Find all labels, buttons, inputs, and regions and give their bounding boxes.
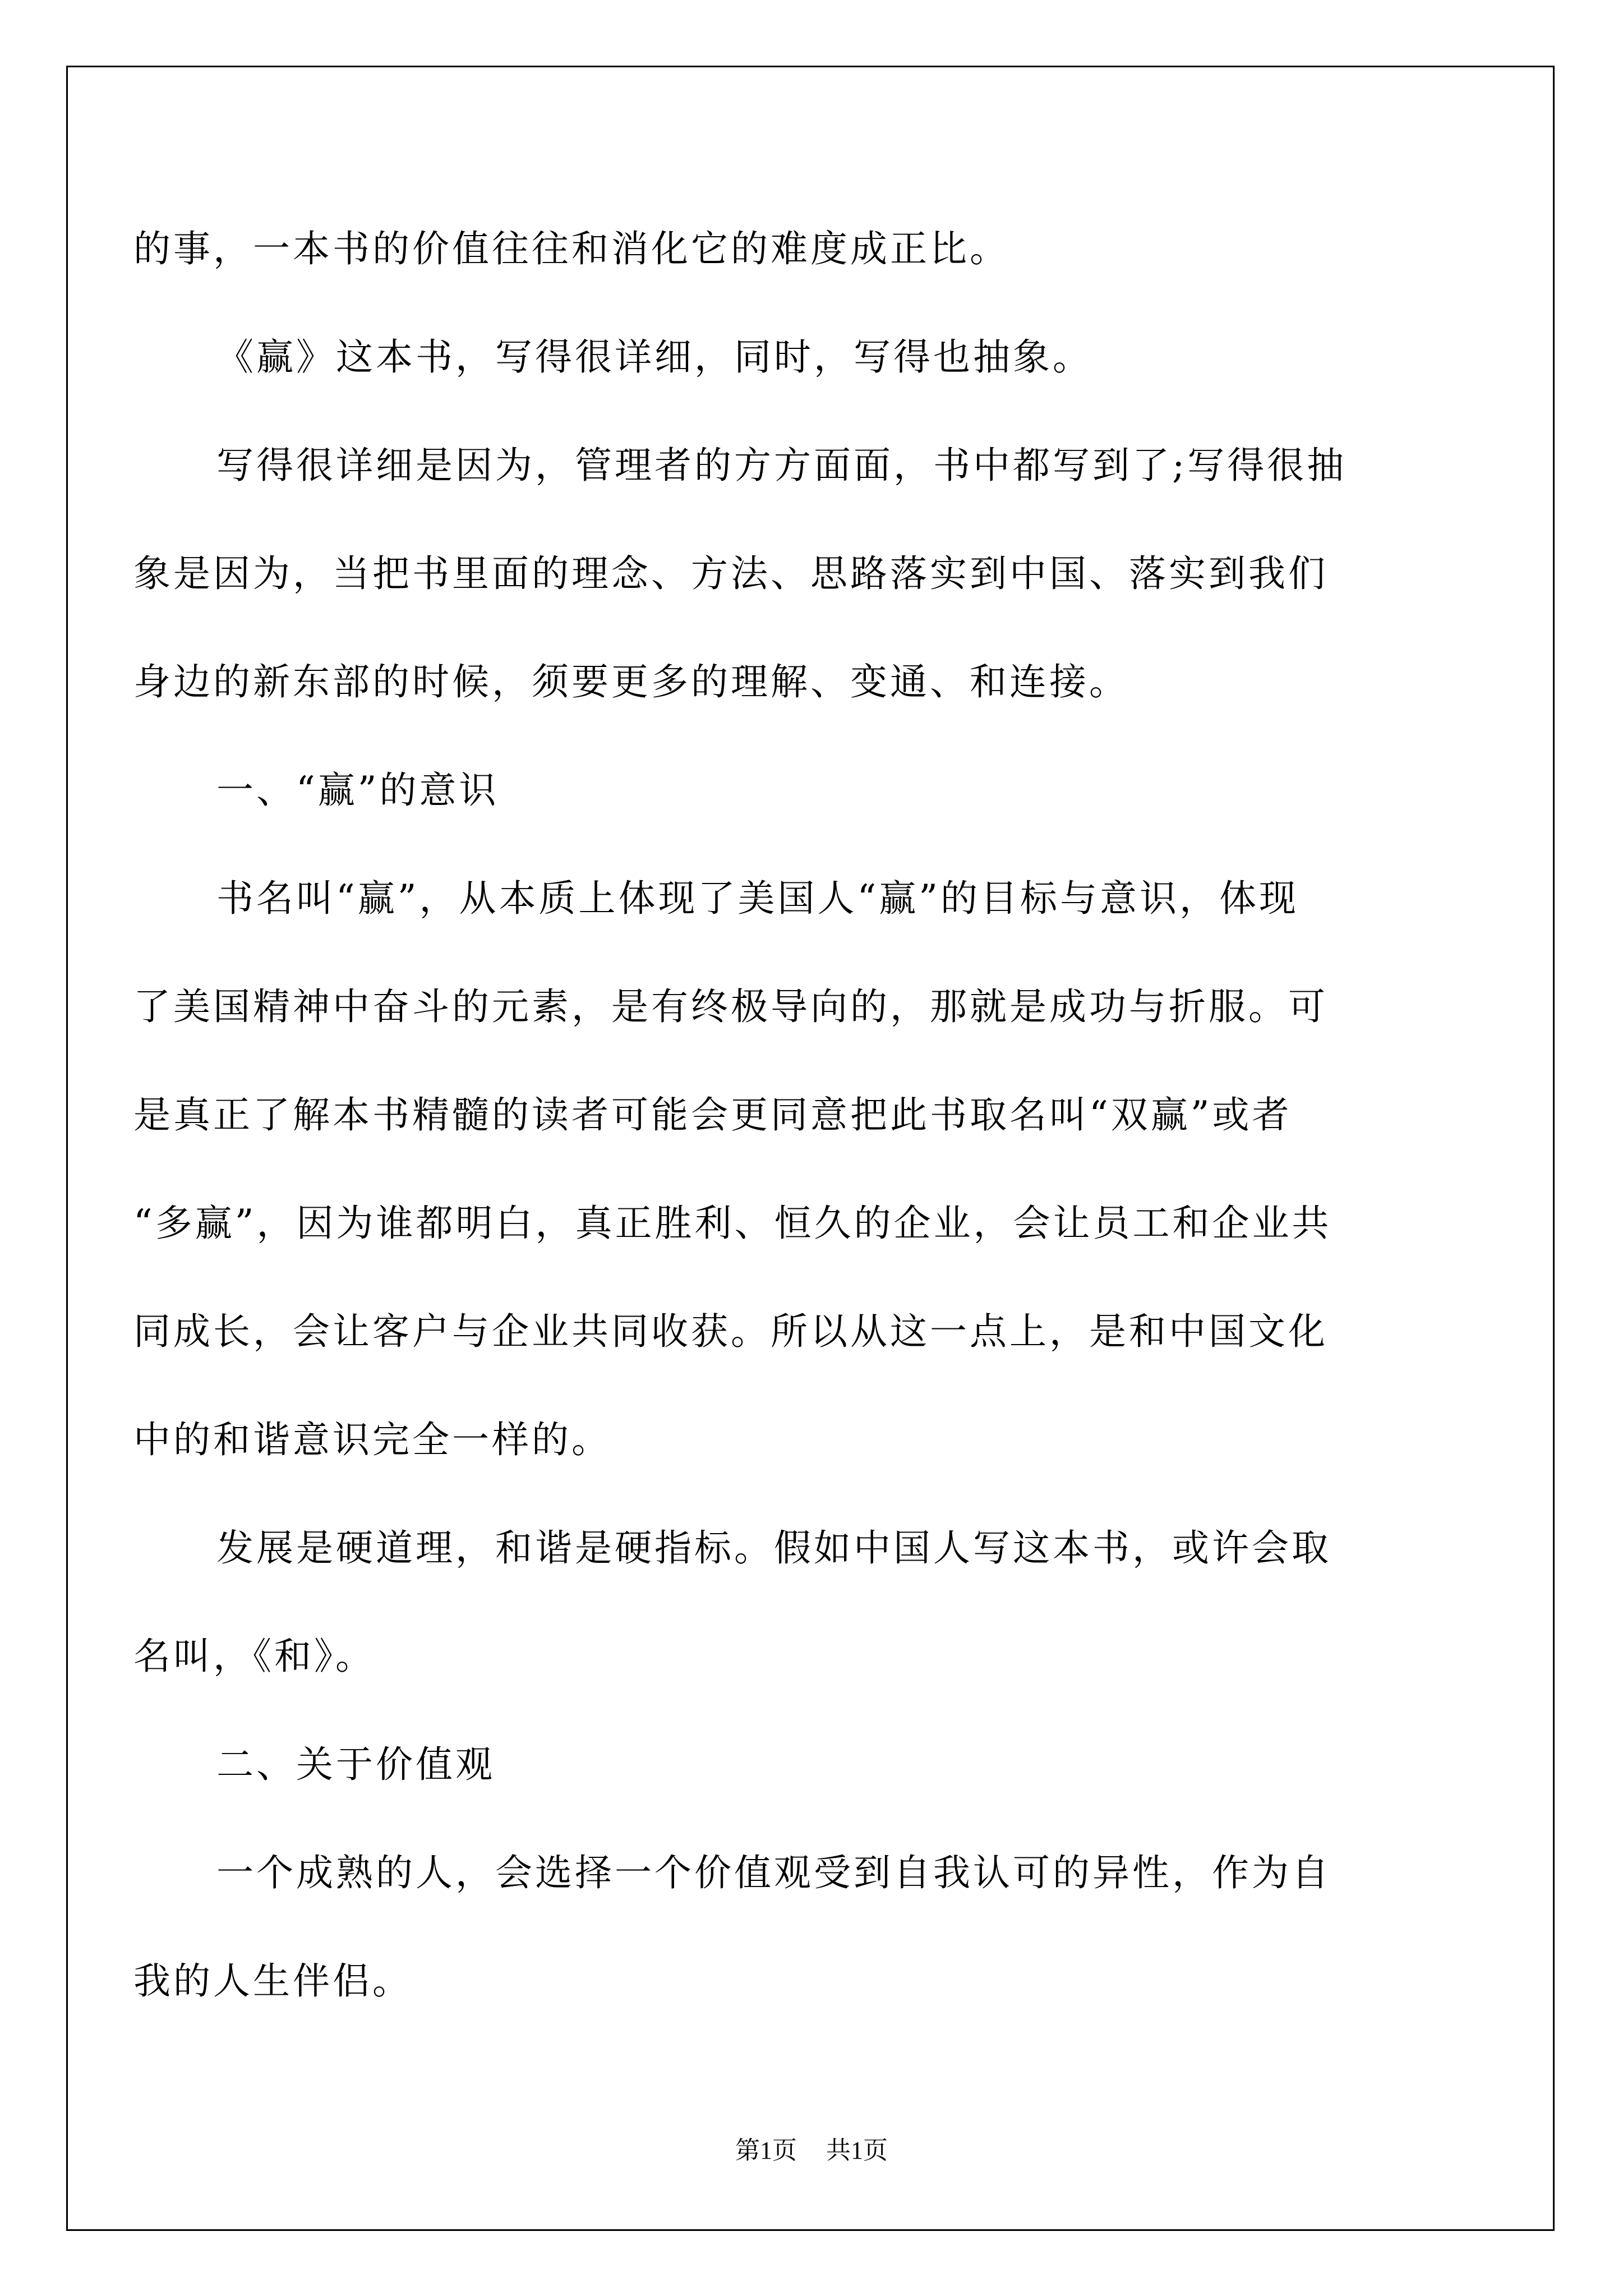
section-heading-1: 一、“赢”的意识: [216, 769, 499, 812]
text-line-3: 写得很详细是因为，管理者的方方面面，书中都写到了;写得很抽: [216, 444, 1347, 487]
page-number-total: 共1页: [826, 2137, 888, 2164]
text-line-1: 的事，一本书的价值往往和消化它的难度成正比。: [133, 227, 1009, 270]
text-line-16: 一个成熟的人，会选择一个价值观受到自我认可的异性，作为自: [216, 1851, 1331, 1894]
page-footer: [0, 2137, 1623, 2164]
text-line-7: 书名叫“赢”，从本质上体现了美国人“赢”的目标与意识，体现: [216, 877, 1299, 920]
text-line-9: 是真正了解本书精髓的读者可能会更同意把此书取名叫“双赢”或者: [133, 1093, 1292, 1137]
text-line-2: 《赢》这本书，写得很详细，同时，写得也抽象。: [216, 335, 1092, 379]
text-line-14: 名叫，《和》。: [133, 1635, 375, 1678]
page-number-current: 第1页: [735, 2137, 797, 2164]
text-line-8: 了美国精神中奋斗的元素，是有终极导向的，那就是成功与折服。可: [133, 985, 1328, 1028]
text-line-11: 同成长，会让客户与企业共同收获。所以从这一点上，是和中国文化: [133, 1310, 1328, 1353]
text-line-17: 我的人生伴侣。: [133, 1959, 412, 2003]
section-heading-2: 二、关于价值观: [216, 1743, 495, 1786]
text-line-12: 中的和谐意识完全一样的。: [133, 1418, 611, 1461]
text-line-5: 身边的新东部的时候，须要更多的理解、变通、和连接。: [133, 660, 1129, 703]
text-line-4: 象是因为，当把书里面的理念、方法、思路落实到中国、落实到我们: [133, 552, 1328, 595]
page-border: [66, 66, 1555, 2231]
text-line-10: “多赢”，因为谁都明白，真正胜利、恒久的企业，会让员工和企业共: [133, 1202, 1332, 1245]
text-line-13: 发展是硬道理，和谐是硬指标。假如中国人写这本书，或许会取: [216, 1526, 1331, 1570]
